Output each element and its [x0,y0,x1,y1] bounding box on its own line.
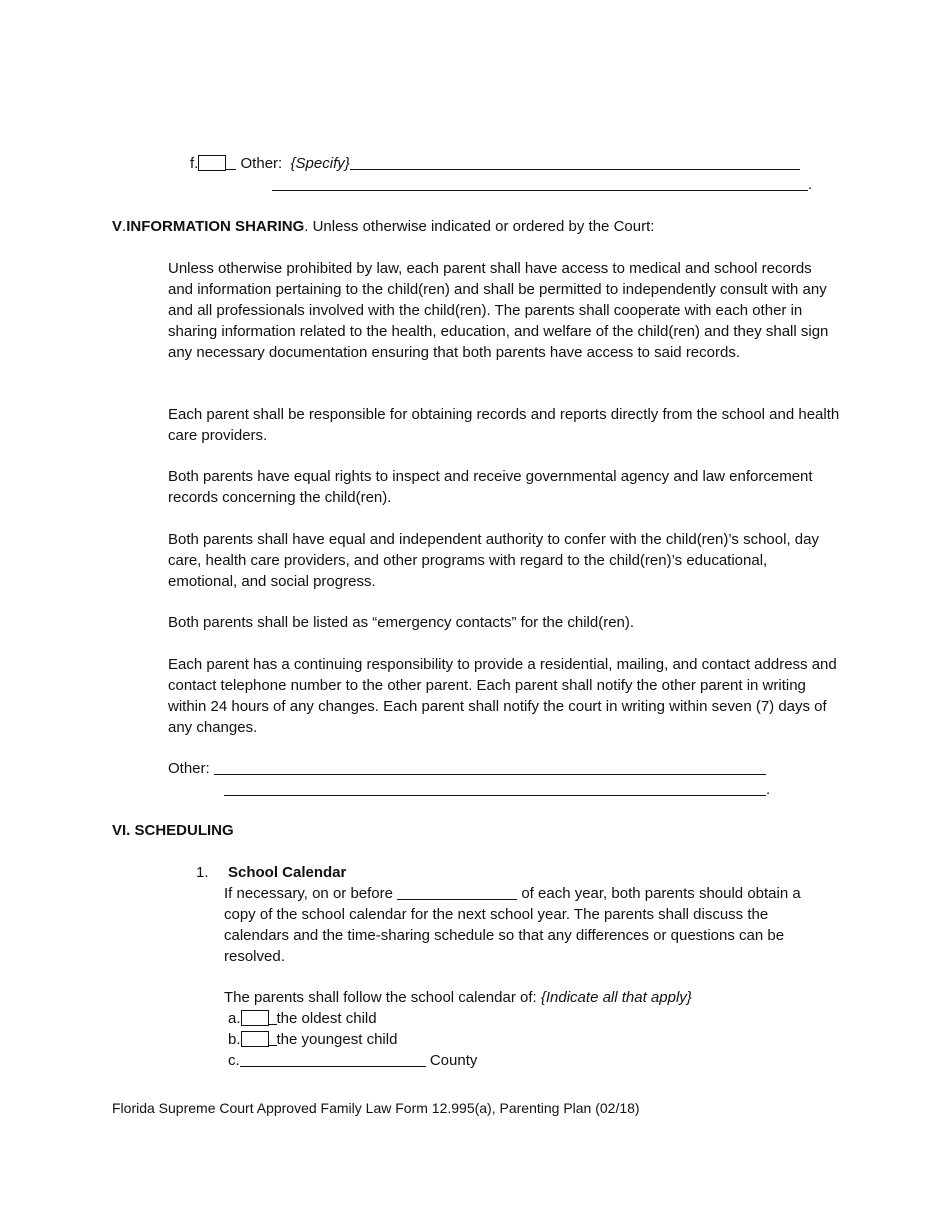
item-1-text-before-blank: If necessary, on or before [224,885,393,902]
option-a-underline-stub [269,1009,277,1025]
item-1-title: School Calendar [228,864,347,881]
item-1-body: copy of the school calendar for the next school year. The parents shall discuss the calendars and the time-sharing schedule so that any differences or questions can be resolved. [224,906,785,965]
item-f-continuation-row [272,174,812,195]
page-footer: Florida Supreme Court Approved Family Law Form 12.995(a), Parenting Plan (02/18) [112,1100,640,1116]
section-v-other-line[interactable] [214,759,766,775]
option-c-letter: c. [228,1052,240,1069]
paragraph-independent-authority: Both parents shall have equal and independent authority to confer with the child(ren)’s school, day care, health care providers, and other programs with regard to the child(ren)’s educational, emotional, and social progress. [168,531,819,590]
section-v-dot: . [122,218,127,235]
option-b-checkbox[interactable] [241,1031,269,1047]
option-c-county-blank[interactable] [240,1051,426,1067]
paragraph-contact-address: Each parent has a continuing responsibility to provide a residential, mailing, and contact address and contact telephone number to the other parent. Each parent shall notify the other parent in writing within 24 hours of any changes. Each parent shall notify the court in writing within seven (7) days of any changes. [168,656,837,736]
paragraph-access-records: Unless otherwise prohibited by law, each parent shall have access to medical and school records and information pertaining to the child(ren) and shall be permitted to independently consult with any and all professionals involved with the child(ren). The parents shall cooperate with each other in sharing information related to the health, education, and welfare of the child(ren) and they shall sign any necessary documentation ensuring that both parents have access to said records. [168,260,829,361]
option-b-row [228,1029,397,1050]
item-1-number: 1. [196,864,209,881]
item-f-checkbox[interactable] [198,155,226,171]
paragraph-equal-rights: Both parents have equal rights to inspect and receive governmental agency and law enforcement records concerning the child(ren). [168,468,813,506]
item-1-text-after-blank: of each year, both parents should obtain a [521,885,801,902]
follow-calendar-note: {Indicate all that apply} [540,989,692,1006]
section-v-title: INFORMATION SHARING [126,218,305,235]
section-v-intro: . Unless otherwise indicated or ordered by the Court: [304,218,655,235]
section-v-other-end-period: . [766,781,771,798]
option-a-letter: a. [228,1010,241,1027]
follow-calendar-row [224,987,692,1008]
item-1-first-line [224,883,801,904]
item-f-continuation-line[interactable] [272,175,808,191]
school-calendar-date-blank[interactable] [397,884,517,900]
option-b-letter: b. [228,1031,241,1048]
paragraph-emergency-contacts: Both parents shall be listed as “emergency contacts” for the child(ren). [168,614,635,631]
option-c-label: County [429,1052,478,1069]
section-v-heading [112,216,654,237]
option-b-underline-stub [269,1030,277,1046]
item-f-specify-hint: {Specify} [290,155,350,172]
item-f-underline-stub [226,154,236,170]
section-v-other-label: Other: [168,760,210,777]
section-v-other-row [168,758,766,779]
item-f-other-row [190,153,800,174]
follow-calendar-text: The parents shall follow the school calendar of: [224,989,537,1006]
item-f-label: Other: [240,155,283,172]
section-v-other-continuation-row [224,779,770,800]
option-a-label: the oldest child [276,1010,377,1027]
item-f-end-period: . [808,176,813,193]
option-c-row [228,1050,477,1071]
item-f-letter: f. [190,155,199,172]
option-b-label: the youngest child [276,1031,398,1048]
section-v-number: V [112,218,123,235]
section-v-other-continuation-line[interactable] [224,780,766,796]
paragraph-obtaining-records: Each parent shall be responsible for obtaining records and reports directly from the school and health care providers. [168,406,840,444]
item-f-specify-line[interactable] [350,154,800,170]
section-vi-heading: VI. SCHEDULING [112,822,234,839]
option-a-checkbox[interactable] [241,1010,269,1026]
option-a-row [228,1008,377,1029]
